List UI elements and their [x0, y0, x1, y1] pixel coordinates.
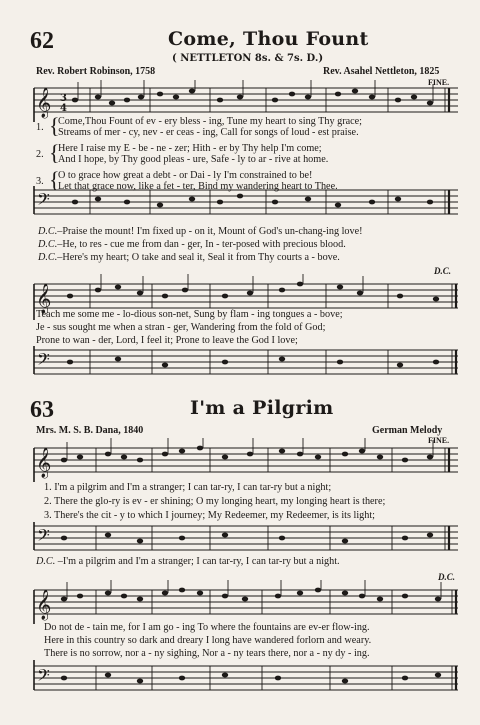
verse-line: 2. There the glo-ry is ev - er shining; O my longing heart, my longing heart is there;: [44, 496, 386, 507]
music-staff-treble: [0, 438, 480, 482]
brace: {: [49, 113, 60, 138]
verse-number: 2.: [36, 149, 44, 160]
dc-marker: D.C.: [438, 572, 456, 582]
hymn-number: 63: [30, 397, 54, 423]
music-staff-bass: [0, 660, 480, 700]
dc-label: D.C.: [38, 239, 58, 250]
svg-text:3: 3: [60, 93, 67, 104]
verse-line: Streams of mer - cy, nev - er ceas - ing, Call for songs of loud - est praise.: [58, 127, 359, 138]
music-staff-treble: [0, 580, 480, 624]
verse-line: Here I raise my E - be - ne - zer; Hith - er by Thy help I'm come;: [58, 143, 322, 154]
hymn-title: Come, Thou Fount: [168, 28, 369, 50]
verse-number: 3.: [36, 176, 44, 187]
verse-line: 1. I'm a pilgrim and I'm a stranger; I can tar-ry, I can tar-ry but a night;: [44, 482, 332, 493]
verse-line: Teach me some me - lo-dious son-net, Sung by flam - ing tongues a - bove;: [36, 309, 343, 320]
svg-text:𝄞: 𝄞: [36, 88, 52, 118]
verse-line: There is no sorrow, nor a - ny sighing, Nor a - ny tears there, nor a - ny dy - ing.: [44, 648, 370, 659]
svg-text:𝄞: 𝄞: [36, 448, 52, 478]
svg-text:4: 4: [60, 103, 67, 114]
verse-line: Here in this country so dark and dreary I long have wandered forlorn and weary.: [44, 635, 372, 646]
verse-line: Do not de - tain me, for I am go - ing To where the fountains are ev-er flow-ing.: [44, 622, 370, 633]
verse-number: 1.: [36, 122, 44, 133]
dc-text: –Praise the mount! I'm fixed up - on it, Mount of God's un-chang-ing love!: [57, 226, 363, 237]
verse-line: Prone to wan - der, Lord, I feel it; Prone to leave the God I love;: [36, 335, 298, 346]
svg-text:𝄢: 𝄢: [37, 349, 50, 373]
dc-text: –He, to res - cue me from dan - ger, In - ter-posed with precious blood.: [57, 239, 346, 250]
dc-line: [38, 239, 346, 250]
brace: {: [49, 140, 60, 165]
dc-label: D.C.: [38, 252, 58, 263]
verse-block: [36, 113, 476, 194]
composer-credit: German Melody: [372, 425, 443, 436]
fine-marker: FINE.: [428, 436, 450, 445]
music-staff-bass: [0, 522, 480, 556]
hymn-number: 62: [30, 28, 54, 54]
tune-name: ( NETTLETON 8s. & 7s. D.): [172, 53, 324, 64]
svg-text:𝄢: 𝄢: [37, 189, 50, 213]
dc-marker: D.C.: [434, 266, 452, 276]
dc-label: D.C.: [36, 556, 56, 567]
svg-text:𝄞: 𝄞: [36, 284, 52, 314]
composer-credit: Rev. Asahel Nettleton, 1825: [323, 66, 440, 77]
author-credit: Rev. Robert Robinson, 1758: [36, 66, 156, 77]
fine-marker: FINE.: [428, 78, 450, 87]
author-credit: Mrs. M. S. B. Dana, 1840: [36, 425, 144, 436]
verse-line: O to grace how great a debt - or Dai - ly I'm constrained to be!: [58, 170, 313, 181]
dc-label: D.C.: [38, 226, 58, 237]
svg-text:𝄢: 𝄢: [37, 665, 50, 689]
dc-text: –I'm a pilgrim and I'm a stranger; I can tar-ry, I can tar-ry but a night.: [55, 556, 340, 567]
svg-text:𝄢: 𝄢: [37, 525, 50, 549]
dc-text: –Here's my heart; O take and seal it, Seal it from Thy courts a - bove.: [57, 252, 340, 263]
brace: {: [49, 167, 60, 192]
music-staff-bass: [0, 346, 480, 380]
verse-line: Je - sus sought me when a stran - ger, Wandering from the fold of God;: [36, 322, 326, 333]
svg-text:𝄞: 𝄞: [36, 590, 52, 620]
dc-line: [38, 226, 363, 237]
dc-line: [38, 252, 340, 263]
verse-line: And I hope, by Thy good pleas - ure, Safe - ly to ar - rive at home.: [58, 154, 329, 165]
verse-line: Let that grace now, like a fet - ter, Bind my wandering heart to Thee.: [58, 181, 338, 192]
verse-line: 3. There's the cit - y to which I journey; My Redeemer, my Redeemer, is its light;: [44, 510, 375, 521]
verse-line: Come,Thou Fount of ev - ery bless - ing, Tune my heart to sing Thy grace;: [58, 116, 362, 127]
dc-line: [36, 556, 340, 567]
music-staff-bass: [0, 186, 480, 224]
hymn-title: I'm a Pilgrim: [190, 397, 334, 419]
